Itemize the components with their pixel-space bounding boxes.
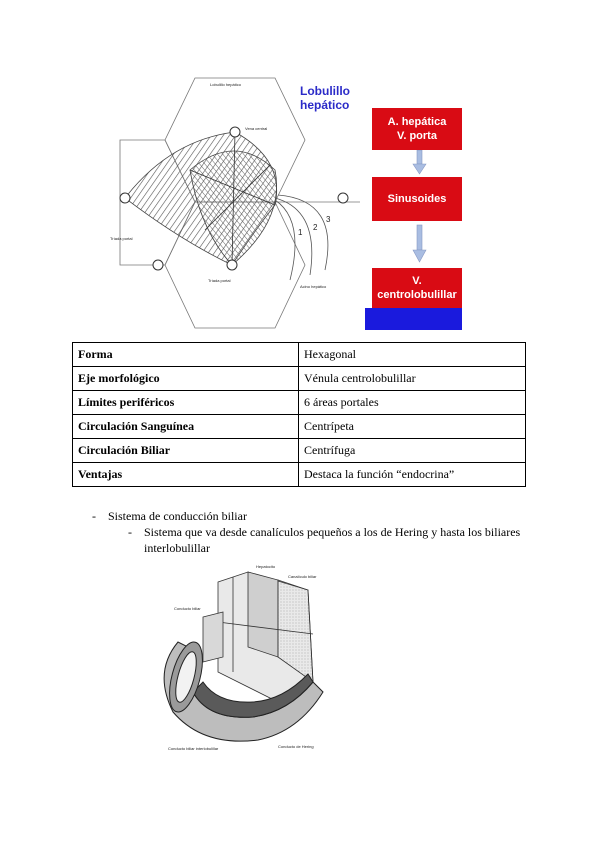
sinusoids-label: Sinusoides bbox=[387, 193, 447, 205]
table-row bbox=[73, 391, 526, 415]
flow-arrows bbox=[405, 150, 435, 275]
hepatocyte-label: Hepatocito bbox=[256, 564, 276, 569]
row-value: Vénula centrolobulillar bbox=[299, 367, 526, 391]
list-dash: - bbox=[92, 509, 96, 523]
row-value: Destaca la función “endocrina” bbox=[299, 463, 526, 487]
bile-duct-label: Conducto biliar bbox=[174, 606, 201, 611]
row-value: Centrípeta bbox=[299, 415, 526, 439]
hepatocyte-blocks bbox=[203, 572, 313, 702]
arrow-down-icon bbox=[413, 225, 426, 262]
table-row bbox=[73, 367, 526, 391]
bile-duct-diagram bbox=[148, 562, 348, 754]
arterial-line2: V. porta bbox=[397, 130, 437, 142]
list-dash: - bbox=[128, 525, 132, 539]
acinus-label: Acino hepático bbox=[300, 284, 327, 289]
lobule-label: Lobulillo hepático bbox=[210, 82, 241, 87]
arterial-line1: A. hepática bbox=[387, 116, 447, 128]
arrow-down-icon bbox=[413, 150, 426, 174]
portal-triad-bottom-label: Tríada portal bbox=[208, 278, 231, 283]
hepatic-artery-portal-vein-box bbox=[372, 108, 462, 150]
interlobular-label: Conducto biliar interlobulillar bbox=[168, 746, 219, 751]
table-row bbox=[73, 415, 526, 439]
list-item-2: Sistema que va desde canalículos pequeños a los de Hering y hasta los biliares interlobulillar bbox=[144, 525, 521, 555]
hering-label: Conducto de Hering bbox=[278, 744, 314, 749]
table-row bbox=[73, 463, 526, 487]
zone-3-label: 3 bbox=[326, 215, 331, 224]
lobule-title: Lobulillo hepático bbox=[300, 84, 350, 112]
canaliculus-label: Canalículo biliar bbox=[288, 574, 317, 579]
lobule-features-table bbox=[72, 342, 526, 487]
hepatocyte-plates bbox=[125, 132, 277, 265]
table-row bbox=[73, 343, 526, 367]
row-label: Circulación Sanguínea bbox=[73, 415, 299, 439]
portal-triad-left-label: Tríada portal bbox=[110, 236, 133, 241]
blue-bar bbox=[365, 308, 462, 330]
row-label: Eje morfológico bbox=[73, 367, 299, 391]
row-value: Hexagonal bbox=[299, 343, 526, 367]
row-label: Circulación Biliar bbox=[73, 439, 299, 463]
row-label: Forma bbox=[73, 343, 299, 367]
acinus-zones bbox=[275, 195, 328, 280]
central-vein-label: Vena central bbox=[245, 126, 268, 131]
central-line2: centrolobulillar bbox=[377, 289, 457, 301]
row-value: Centrífuga bbox=[299, 439, 526, 463]
central-line1: V. bbox=[412, 275, 422, 287]
row-value: 6 áreas portales bbox=[299, 391, 526, 415]
list-item-1: Sistema de conducción biliar bbox=[108, 509, 247, 523]
row-label: Ventajas bbox=[73, 463, 299, 487]
row-label: Límites periféricos bbox=[73, 391, 299, 415]
table-row bbox=[73, 439, 526, 463]
zone-1-label: 1 bbox=[298, 228, 303, 237]
zone-2-label: 2 bbox=[313, 223, 318, 232]
